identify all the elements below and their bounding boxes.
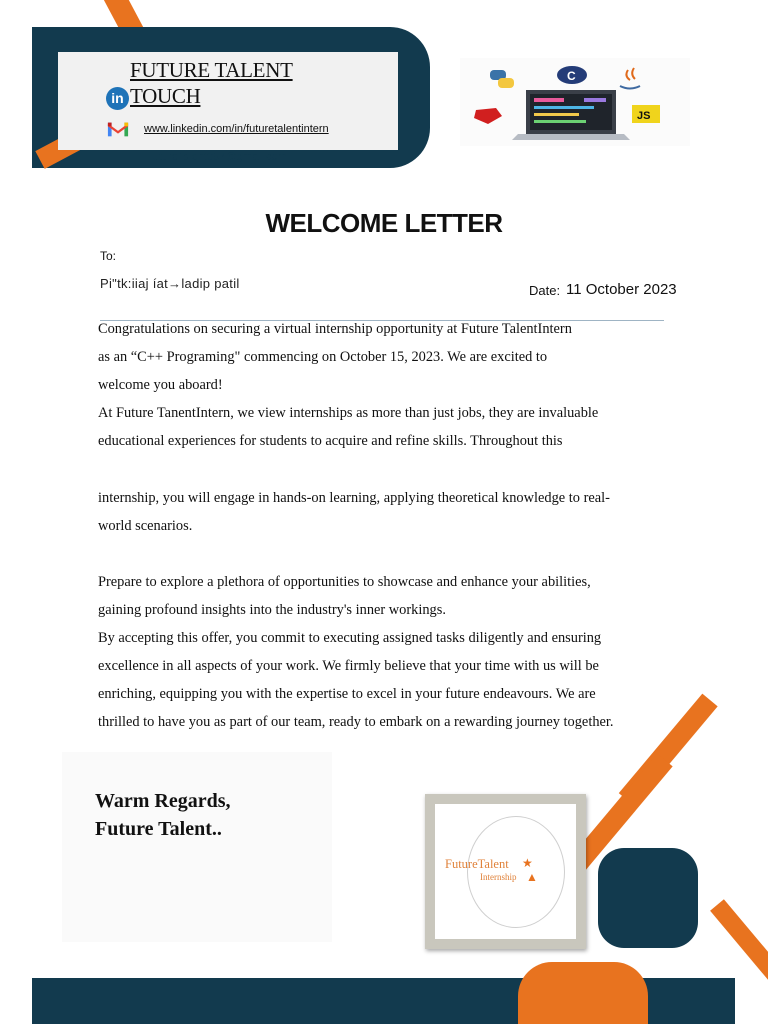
- body-line: internship, you will engage in hands-on learning, applying theoretical knowledge to real-: [98, 490, 610, 506]
- laptop-icon: [512, 90, 630, 140]
- date-value: 11 October 2023: [566, 281, 677, 298]
- footer-orange-tab: [518, 962, 648, 1024]
- to-label: To:: [100, 249, 117, 263]
- tech-stack-image: [460, 58, 690, 146]
- company-name-line1: FUTURE TALENT: [130, 58, 293, 82]
- body-line: excellence in all aspects of your work. We firmly believe that your time with us will be: [98, 658, 599, 674]
- body-line: By accepting this offer, you commit to executing assigned tasks diligently and ensuring: [98, 630, 602, 646]
- svg-text:C: C: [567, 69, 576, 83]
- body-line: world scenarios.: [98, 518, 193, 534]
- body-line: gaining profound insights into the industry's inner workings.: [98, 602, 446, 618]
- svg-text:JS: JS: [637, 110, 651, 122]
- logo-subtitle: Internship: [480, 872, 517, 882]
- letter-title: WELCOME LETTER: [265, 208, 503, 238]
- logo-name: FutureTalent: [445, 857, 509, 871]
- body-line: as an “C++ Programing" commencing on October 15, 2023. We are excited to: [98, 349, 548, 365]
- decor-navy-square: [598, 848, 698, 948]
- closing-signature: Future Talent..: [95, 818, 222, 840]
- flame-icon: ▲: [526, 870, 538, 884]
- body-line: At Future TanentIntern, we view internships as more than just jobs, they are invaluable: [98, 405, 599, 421]
- closing-greeting: Warm Regards,: [95, 790, 231, 812]
- body-line: thrilled to have you as part of our team, ready to embark on a rewarding journey together.: [98, 714, 614, 730]
- body-line: welcome you aboard!: [98, 377, 223, 393]
- body-line: Prepare to explore a plethora of opportunities to showcase and enhance your abilities,: [98, 574, 591, 590]
- gmail-icon: [107, 120, 129, 138]
- body-line: Congratulations on securing a virtual internship opportunity at Future TalentIntern: [98, 321, 572, 337]
- c-language-icon: [557, 66, 587, 84]
- star-icon: ★: [522, 856, 533, 870]
- linkedin-icon: in: [106, 87, 129, 110]
- recipient-name: Pi"tk:iiaj íat→ladip patil: [100, 276, 240, 291]
- date-label: Date:: [529, 283, 561, 298]
- javascript-icon: [632, 105, 660, 123]
- body-line: educational experiences for students to acquire and refine skills. Throughout this: [98, 433, 563, 449]
- body-line: enriching, equipping you with the expertise to excel in your future endeavours. We are: [98, 686, 596, 702]
- company-name-line2: TOUCH: [130, 84, 201, 108]
- email-link[interactable]: FutureTalent097@gmail.com: [146, 151, 287, 163]
- signature-area: [62, 752, 332, 942]
- linkedin-link[interactable]: www.linkedin.com/in/futuretalentintern: [144, 123, 329, 135]
